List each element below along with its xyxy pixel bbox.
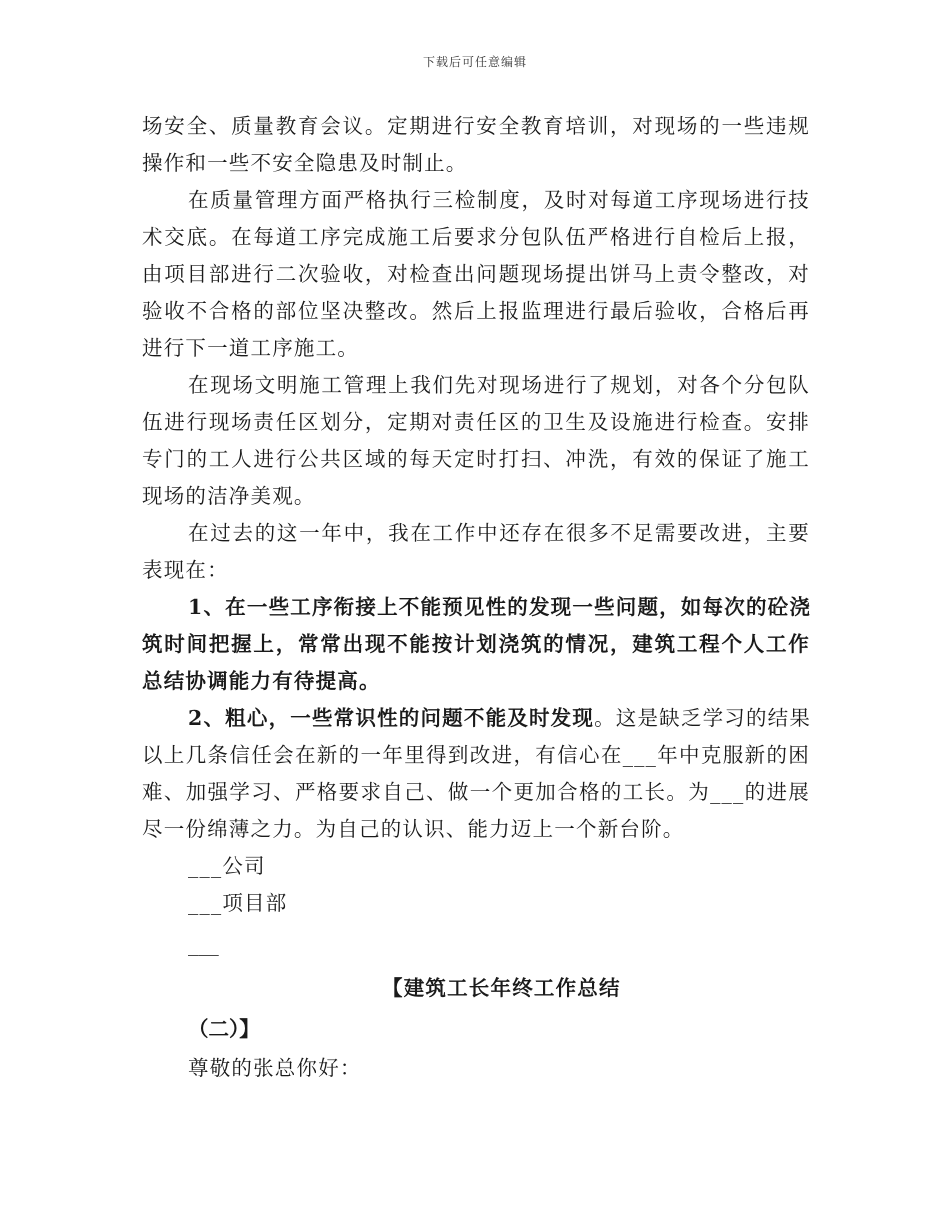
paragraph-line: 操作和一些不安全隐患及时制止。 [142,151,468,175]
signature-date: ___ [188,932,219,956]
bold-paragraph-line: 1、在一些工序衔接上不能预见性的发现一些问题，如每次的砼浇 [188,595,812,619]
paragraph-line: 进行下一道工序施工。 [142,336,359,360]
paragraph-line: 在过去的这一年中，我在工作中还存在很多不足需要改进，主要 [188,521,810,545]
paragraph-line: 术交底。在每道工序完成施工后要求分包队伍严格进行自检后上报， [142,225,810,249]
bold-lead-text: 2、粗心，一些常识性的问题不能及时发现 [188,706,595,730]
paragraph-line: 场安全、质量教育会议。定期进行安全教育培训，对现场的一些违规 [142,114,810,138]
paragraph-line: 现场的洁净美观。 [142,484,316,508]
bold-paragraph-line: 筑时间把握上，常常出现不能按计划浇筑的情况，建筑工程个人工作 [142,632,810,656]
paragraph-line: 难、加强学习、严格要求自己、做一个更加合格的工长。为___的进展 [142,780,810,804]
paragraph-line: 以上几条信任会在新的一年里得到改进，有信心在___年中克服新的困 [142,743,810,767]
paragraph-line: 伍进行现场责任区划分，定期对责任区的卫生及设施进行检查。安排 [142,410,810,434]
section-title: 【建筑工长年终工作总结 [382,976,621,1000]
paragraph-line: 在质量管理方面严格执行三检制度，及时对每道工序现场进行技 [188,188,810,212]
paragraph-line: 表现在： [142,558,229,582]
signature-company: ___公司 [188,854,266,878]
section-subtitle: （二）】 [188,1017,260,1041]
paragraph-line: 验收不合格的部位坚决整改。然后上报监理进行最后验收，合格后再 [142,299,810,323]
bold-paragraph-line: 总结协调能力有待提高。 [142,669,381,693]
greeting: 尊敬的张总你好： [188,1056,362,1080]
document-body [142,108,810,1088]
paragraph-text: 。这是缺乏学习的结果 [594,706,812,730]
paragraph-line [142,700,810,737]
paragraph-line: 由项目部进行二次验收，对检查出问题现场提出饼马上责令整改，对 [142,262,810,286]
signature-department: ___项目部 [188,891,288,915]
paragraph-line: 专门的工人进行公共区域的每天定时打扫、冲洗，有效的保证了施工 [142,447,810,471]
page-header: 下载后可任意编辑 [422,55,527,69]
paragraph-line: 在现场文明施工管理上我们先对现场进行了规划，对各个分包队 [188,373,810,397]
paragraph-line: 尽一份绵薄之力。为自己的认识、能力迈上一个新台阶。 [142,817,685,841]
